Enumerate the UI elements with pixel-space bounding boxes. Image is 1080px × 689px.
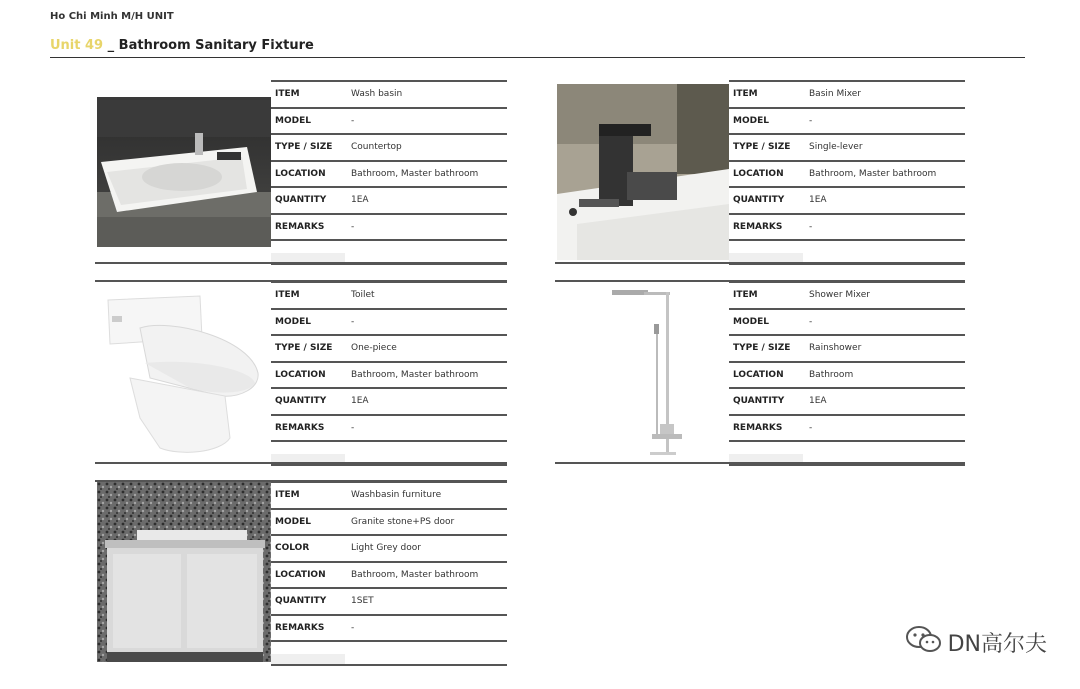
- spec-label: QUANTITY: [271, 187, 345, 214]
- spec-row: [271, 388, 507, 415]
- spec-value: -: [345, 108, 507, 135]
- wash-basin-spec-table: [271, 80, 507, 265]
- spec-label: MODEL: [271, 108, 345, 135]
- shower-mixer-spec-table: [729, 281, 965, 466]
- spec-value: -: [345, 309, 507, 336]
- spec-row: [271, 415, 507, 442]
- page-title: [50, 38, 314, 53]
- spec-value: Basin Mixer: [803, 81, 965, 108]
- spec-label: QUANTITY: [729, 388, 803, 415]
- spec-label: ITEM: [729, 282, 803, 309]
- spec-label: LOCATION: [271, 362, 345, 389]
- spec-row: [271, 214, 507, 241]
- spec-value: Bathroom: [803, 362, 965, 389]
- basin-mixer-photo: [557, 84, 729, 260]
- spec-label: MODEL: [271, 509, 345, 536]
- spec-row-blank: [271, 240, 507, 264]
- spec-label: TYPE / SIZE: [271, 134, 345, 161]
- spec-value: -: [803, 415, 965, 442]
- spec-label: LOCATION: [729, 362, 803, 389]
- spec-label: REMARKS: [271, 615, 345, 642]
- wash-basin-photo: [97, 97, 271, 247]
- spec-row: [271, 535, 507, 562]
- spec-label: MODEL: [271, 309, 345, 336]
- spec-row-blank: [729, 240, 965, 264]
- spec-row: [271, 187, 507, 214]
- spec-label: TYPE / SIZE: [271, 335, 345, 362]
- spec-row: [271, 335, 507, 362]
- toilet-photo: [100, 288, 268, 458]
- spec-row: [729, 388, 965, 415]
- spec-value: Rainshower: [803, 335, 965, 362]
- spec-row: [271, 282, 507, 309]
- spec-value: 1EA: [345, 388, 507, 415]
- spec-value: Countertop: [345, 134, 507, 161]
- toilet-spec-table: [271, 281, 507, 466]
- spec-value: One-piece: [345, 335, 507, 362]
- spec-row-blank: [271, 641, 507, 665]
- spec-value: Toilet: [345, 282, 507, 309]
- spec-value: Washbasin furniture: [345, 482, 507, 509]
- spec-row: [729, 81, 965, 108]
- spec-value: 1EA: [803, 187, 965, 214]
- watermark: [904, 624, 1047, 660]
- spec-row: [729, 309, 965, 336]
- spec-label: LOCATION: [271, 562, 345, 589]
- title-text: Bathroom Sanitary Fixture: [118, 38, 314, 53]
- card-divider: [555, 462, 965, 464]
- spec-label: REMARKS: [729, 214, 803, 241]
- spec-label: REMARKS: [271, 415, 345, 442]
- spec-value: -: [803, 309, 965, 336]
- spec-value: Wash basin: [345, 81, 507, 108]
- spec-row: [729, 362, 965, 389]
- spec-row: [271, 81, 507, 108]
- washbasin-furniture-photo: [97, 482, 271, 662]
- spec-label: REMARKS: [271, 214, 345, 241]
- spec-value: -: [345, 214, 507, 241]
- unit-label: Unit 49: [50, 38, 104, 53]
- spec-value: 1SET: [345, 588, 507, 615]
- watermark-text: DN高尔夫: [947, 631, 1047, 657]
- spec-label: MODEL: [729, 309, 803, 336]
- card-divider: [95, 262, 507, 264]
- spec-value: Single-lever: [803, 134, 965, 161]
- spec-label: TYPE / SIZE: [729, 335, 803, 362]
- spec-row: [271, 309, 507, 336]
- spec-label: ITEM: [271, 81, 345, 108]
- spec-row: [271, 562, 507, 589]
- header-divider: [50, 57, 1025, 58]
- spec-value: 1EA: [345, 187, 507, 214]
- spec-row: [271, 482, 507, 509]
- spec-row: [729, 282, 965, 309]
- wechat-icon: [904, 624, 944, 660]
- spec-label: MODEL: [729, 108, 803, 135]
- basin-mixer-spec-table: [729, 80, 965, 265]
- card-divider: [555, 262, 965, 264]
- spec-label: LOCATION: [729, 161, 803, 188]
- spec-value: Granite stone+PS door: [345, 509, 507, 536]
- header-subtitle: Ho Chi Minh M/H UNIT: [50, 11, 174, 22]
- spec-label: REMARKS: [729, 415, 803, 442]
- card-divider: [95, 462, 507, 464]
- spec-value: -: [345, 415, 507, 442]
- spec-label: ITEM: [729, 81, 803, 108]
- spec-label: TYPE / SIZE: [729, 134, 803, 161]
- shower-mixer-photo: [600, 284, 690, 460]
- spec-row: [729, 161, 965, 188]
- spec-value: 1EA: [803, 388, 965, 415]
- spec-label: ITEM: [271, 482, 345, 509]
- spec-value: -: [803, 108, 965, 135]
- washbasin-furniture-spec-table: [271, 481, 507, 666]
- spec-row: [729, 108, 965, 135]
- spec-value: Bathroom, Master bathroom: [803, 161, 965, 188]
- spec-row: [271, 588, 507, 615]
- spec-row: [271, 108, 507, 135]
- spec-row: [729, 335, 965, 362]
- spec-row: [271, 615, 507, 642]
- spec-label: QUANTITY: [271, 388, 345, 415]
- spec-row: [271, 509, 507, 536]
- spec-label: QUANTITY: [729, 187, 803, 214]
- spec-row: [729, 134, 965, 161]
- spec-value: -: [345, 615, 507, 642]
- spec-row: [271, 134, 507, 161]
- title-separator: _: [107, 38, 115, 53]
- spec-row: [271, 161, 507, 188]
- spec-value: Light Grey door: [345, 535, 507, 562]
- spec-value: -: [803, 214, 965, 241]
- spec-label: LOCATION: [271, 161, 345, 188]
- spec-label: ITEM: [271, 282, 345, 309]
- spec-value: Bathroom, Master bathroom: [345, 161, 507, 188]
- spec-label: COLOR: [271, 535, 345, 562]
- spec-value: Bathroom, Master bathroom: [345, 362, 507, 389]
- spec-row: [729, 187, 965, 214]
- spec-row: [729, 415, 965, 442]
- spec-row: [271, 362, 507, 389]
- spec-label: QUANTITY: [271, 588, 345, 615]
- spec-value: Shower Mixer: [803, 282, 965, 309]
- spec-value: Bathroom, Master bathroom: [345, 562, 507, 589]
- spec-row: [729, 214, 965, 241]
